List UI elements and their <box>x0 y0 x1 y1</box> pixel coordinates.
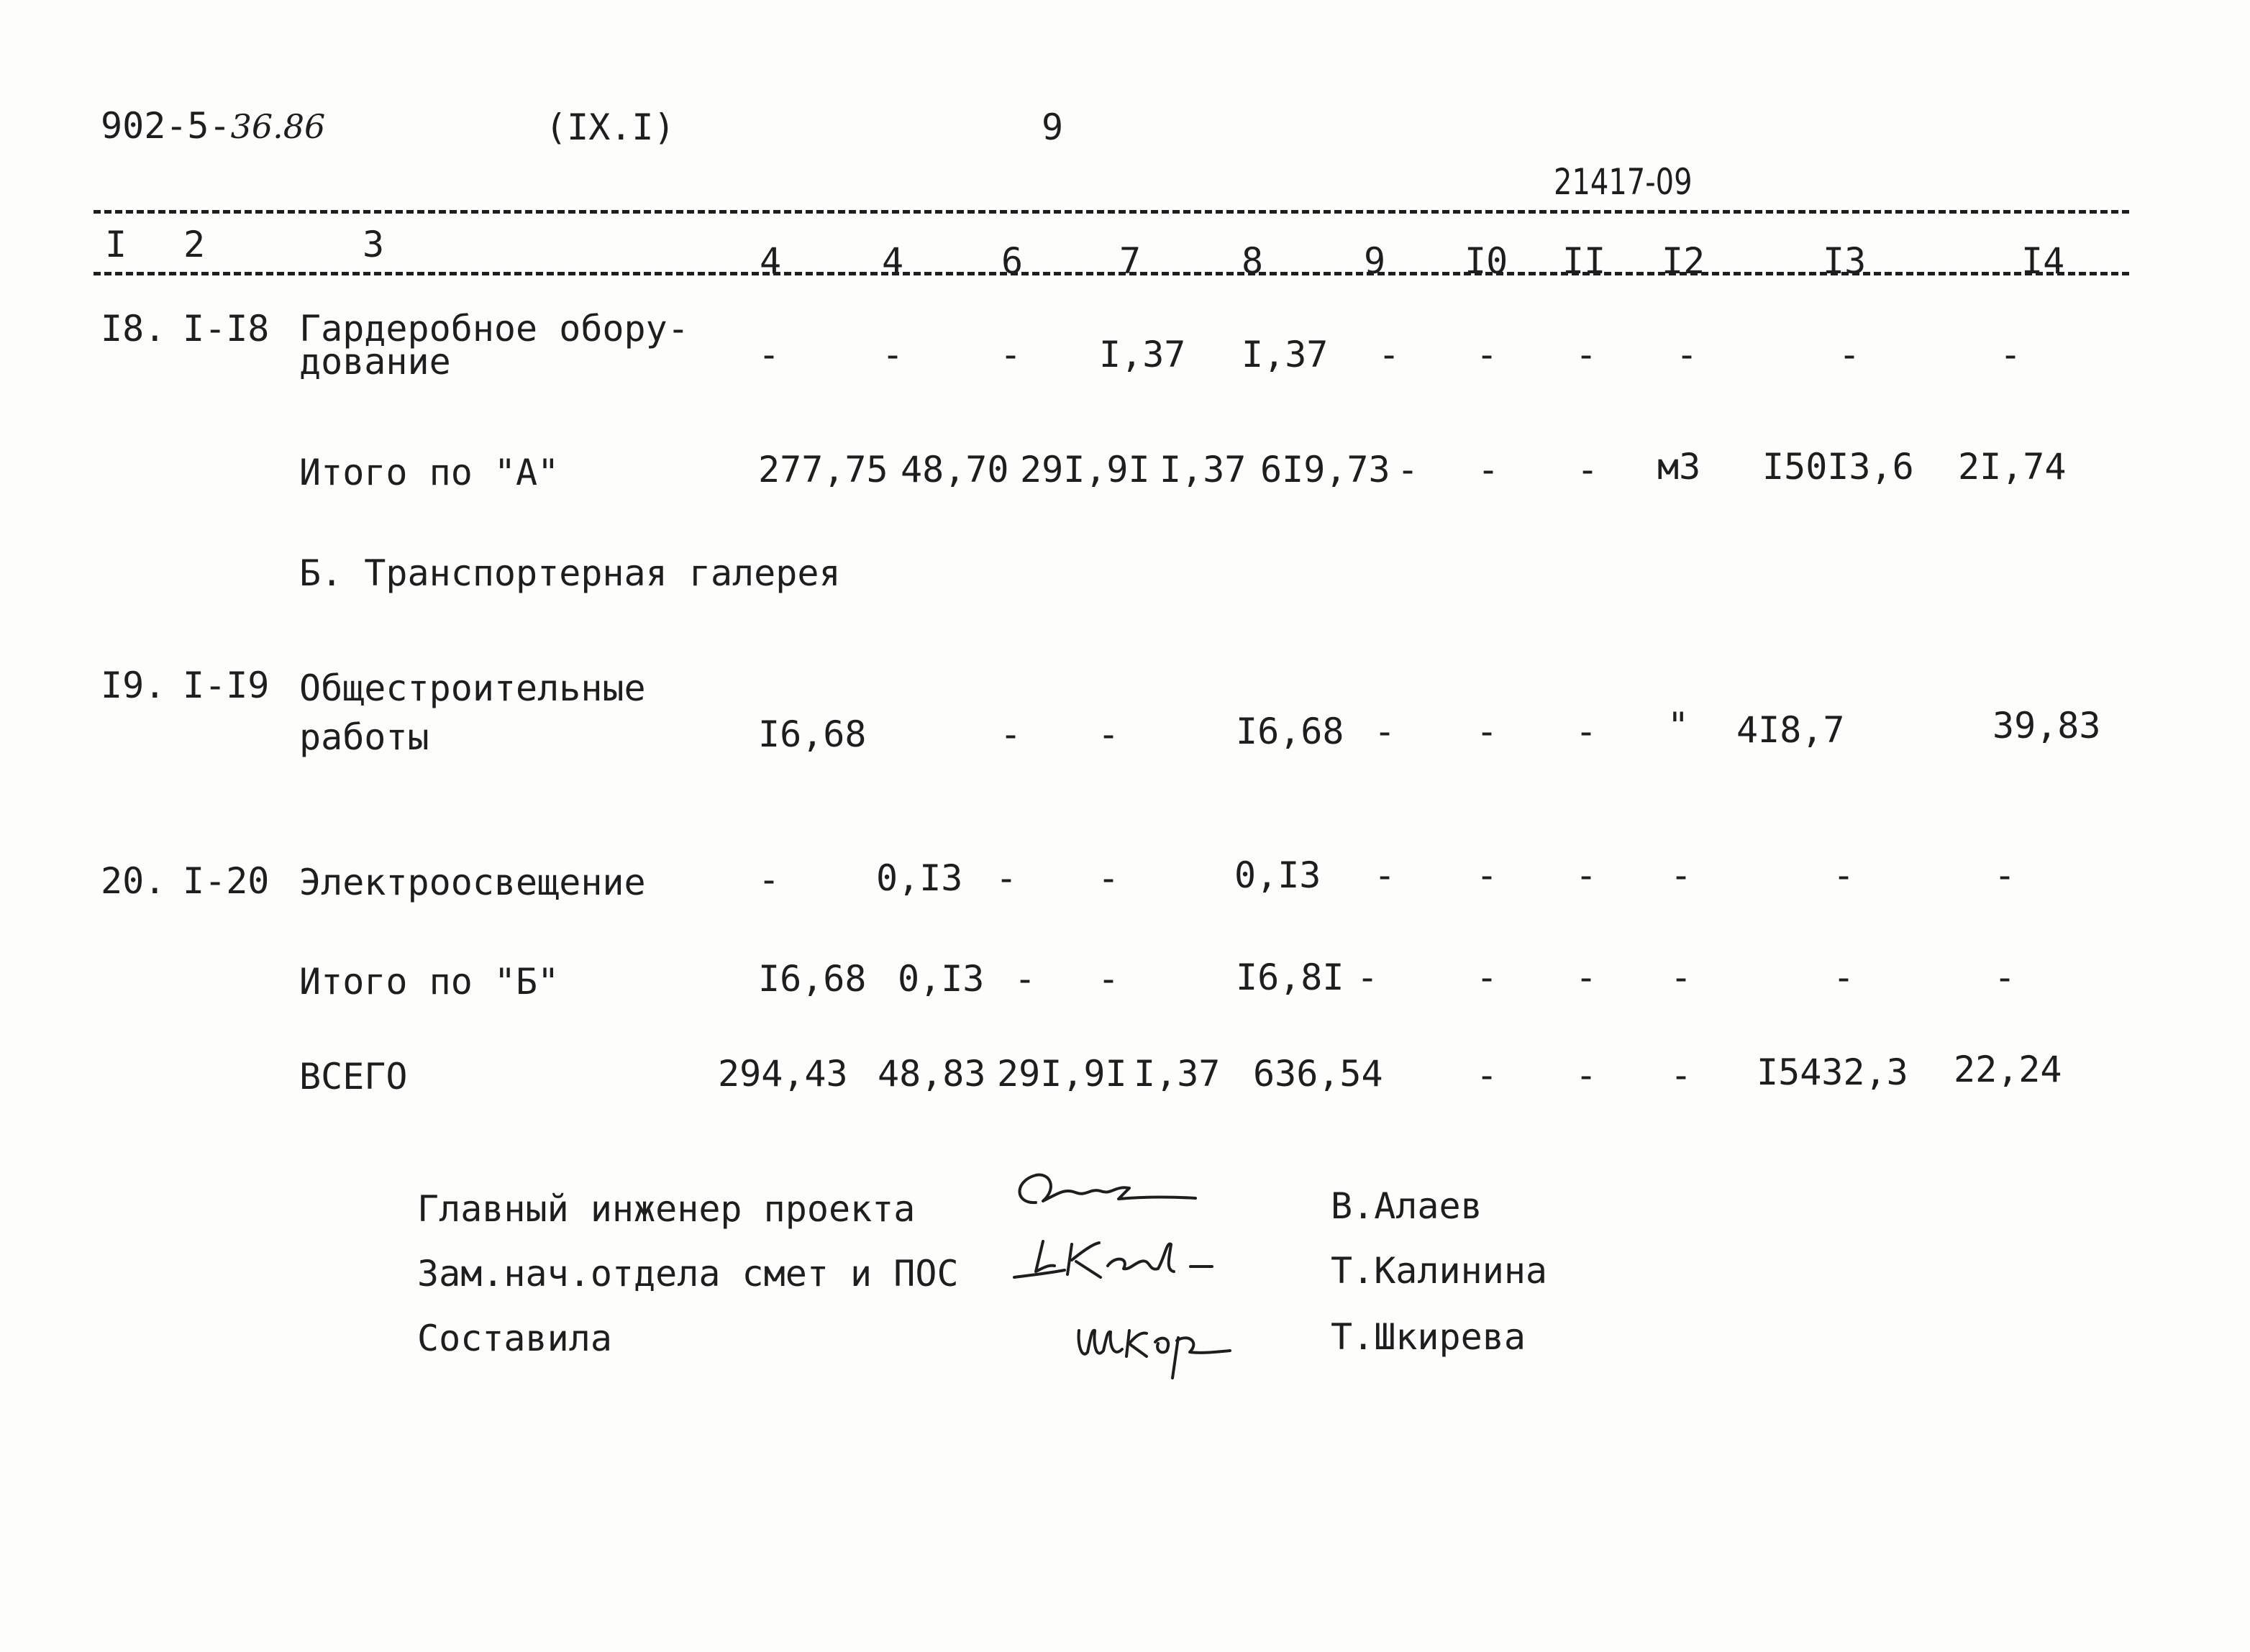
cell-col4: - <box>758 859 780 900</box>
handwritten-signature <box>1007 1159 1201 1224</box>
cell-col6: - <box>1000 713 1022 755</box>
row-code: I-I8 <box>183 308 270 350</box>
cell-col10: - <box>1477 449 1500 490</box>
row-name: Итого по "А" <box>299 452 560 493</box>
cell-col12: " <box>1667 705 1690 747</box>
cell-col11: - <box>1575 711 1598 752</box>
cell-col4: 294,43 <box>718 1053 848 1095</box>
cell-col10: - <box>1476 854 1498 896</box>
section-heading: Б. Транспортерная галерея <box>299 552 841 594</box>
cell-col4: I6,68 <box>758 958 867 1000</box>
cell-col6: - <box>1014 958 1037 1000</box>
cell-col7: - <box>1098 713 1120 755</box>
signer-role: Составила <box>417 1318 612 1359</box>
cell-col12: - <box>1676 334 1698 375</box>
cell-col9: - <box>1357 957 1379 998</box>
cell-col14: - <box>1994 854 2016 896</box>
row-name: ВСЕГО <box>299 1056 408 1097</box>
col-header-8: 8 <box>1242 240 1264 282</box>
cell-col6: 29I,9I <box>1020 449 1150 490</box>
cell-col13: - <box>1833 854 1855 896</box>
cell-col13: - <box>1833 957 1855 998</box>
cell-col6: - <box>1000 334 1022 375</box>
cell-col11: - <box>1575 1054 1598 1096</box>
cell-col13: I50I3,6 <box>1762 446 1914 488</box>
cell-col14: - <box>2000 334 2022 375</box>
cell-col5: 0,I3 <box>876 857 963 899</box>
cell-col6: 29I,9I <box>997 1053 1127 1095</box>
row-name-line1: Общестроительные <box>299 667 646 709</box>
header-top-rule <box>94 210 2129 214</box>
cell-col10: - <box>1476 1054 1498 1096</box>
col-header-1: I <box>105 224 127 265</box>
cell-col4: - <box>758 334 780 375</box>
document-code-handwritten: 36.86 <box>230 107 326 146</box>
cell-col8: I6,68 <box>1236 711 1344 752</box>
cell-col7: I,37 <box>1160 449 1247 490</box>
cell-col11: - <box>1577 449 1599 490</box>
col-header-6: 6 <box>1001 240 1024 282</box>
row-name: Итого по "Б" <box>299 961 560 1003</box>
cell-col8: I,37 <box>1242 334 1329 375</box>
cell-col11: - <box>1575 957 1598 998</box>
cell-col5: 48,83 <box>878 1053 986 1095</box>
cell-col4: I6,68 <box>758 713 867 755</box>
cell-col10: - <box>1476 957 1498 998</box>
row-name: Электроосвещение <box>299 862 646 903</box>
cell-col13: I5432,3 <box>1757 1051 1908 1093</box>
col-header-11: II <box>1562 240 1606 282</box>
cell-col9: - <box>1374 854 1396 896</box>
col-header-7: 7 <box>1119 240 1142 282</box>
signer-role: Зам.нач.отдела смет и ПОС <box>417 1253 959 1295</box>
row-code: I-20 <box>183 860 270 902</box>
cell-col9: - <box>1397 449 1419 490</box>
cell-col13: 4I8,7 <box>1736 709 1845 751</box>
row-name-line1: Гардеробное обору- <box>299 308 689 350</box>
col-header-14: I4 <box>2021 240 2065 282</box>
cell-col12: - <box>1670 1054 1693 1096</box>
cell-col12: м3 <box>1657 446 1701 488</box>
row-code: I-I9 <box>183 665 270 706</box>
handwritten-signature <box>1007 1227 1216 1292</box>
signer-name: Т.Шкирева <box>1331 1316 1526 1358</box>
cell-col14: 22,24 <box>1954 1049 2062 1090</box>
cell-col8: I6,8I <box>1236 957 1344 998</box>
col-header-4: 4 <box>760 240 782 282</box>
col-header-2: 2 <box>183 224 206 265</box>
cell-col10: - <box>1476 711 1498 752</box>
page-number: 9 <box>1042 106 1064 148</box>
row-name-line2: дование <box>299 341 451 383</box>
col-header-10: I0 <box>1465 240 1508 282</box>
stamp-number: 21417-09 <box>1554 161 1693 203</box>
cell-col7: I,37 <box>1099 334 1186 375</box>
row-name-line2: работы <box>299 716 429 758</box>
cell-col5: 0,I3 <box>898 958 985 1000</box>
cell-col14: 39,83 <box>1992 705 2101 747</box>
cell-col9: - <box>1378 334 1400 375</box>
cell-col10: - <box>1476 334 1498 375</box>
col-header-13: I3 <box>1823 240 1867 282</box>
row-number: 20. <box>101 860 166 902</box>
row-number: I9. <box>101 665 166 706</box>
cell-col11: - <box>1575 334 1598 375</box>
cell-col4: 277,75 <box>758 449 888 490</box>
cell-col8: 6I9,73 <box>1260 449 1390 490</box>
cell-col5: 48,70 <box>901 449 1009 490</box>
signer-name: Т.Калинина <box>1331 1250 1548 1292</box>
col-header-9: 9 <box>1364 240 1386 282</box>
cell-col7: I,37 <box>1134 1053 1221 1095</box>
cell-col5: - <box>882 334 904 375</box>
cell-col14: - <box>1994 957 2016 998</box>
cell-col11: - <box>1575 854 1598 896</box>
cell-col7: - <box>1098 958 1120 1000</box>
cell-col6: - <box>996 857 1018 899</box>
section-label: (IX.I) <box>545 106 675 148</box>
col-header-5: 4 <box>882 240 904 282</box>
cell-col13: - <box>1839 334 1861 375</box>
row-number: I8. <box>101 308 166 350</box>
cell-col8: 636,54 <box>1253 1053 1383 1095</box>
handwritten-signature <box>1072 1309 1237 1381</box>
signer-role: Главный инженер проекта <box>417 1188 916 1230</box>
col-header-12: I2 <box>1662 240 1705 282</box>
cell-col9: - <box>1374 711 1396 752</box>
cell-col12: - <box>1670 957 1693 998</box>
col-header-3: 3 <box>363 224 385 265</box>
cell-col12: - <box>1670 854 1693 896</box>
cell-col14: 2I,74 <box>1958 446 2067 488</box>
document-code: 902-5-36.86 <box>101 105 326 147</box>
cell-col8: 0,I3 <box>1234 854 1321 896</box>
signer-name: В.Алаев <box>1331 1185 1482 1227</box>
cell-col7: - <box>1098 857 1120 899</box>
